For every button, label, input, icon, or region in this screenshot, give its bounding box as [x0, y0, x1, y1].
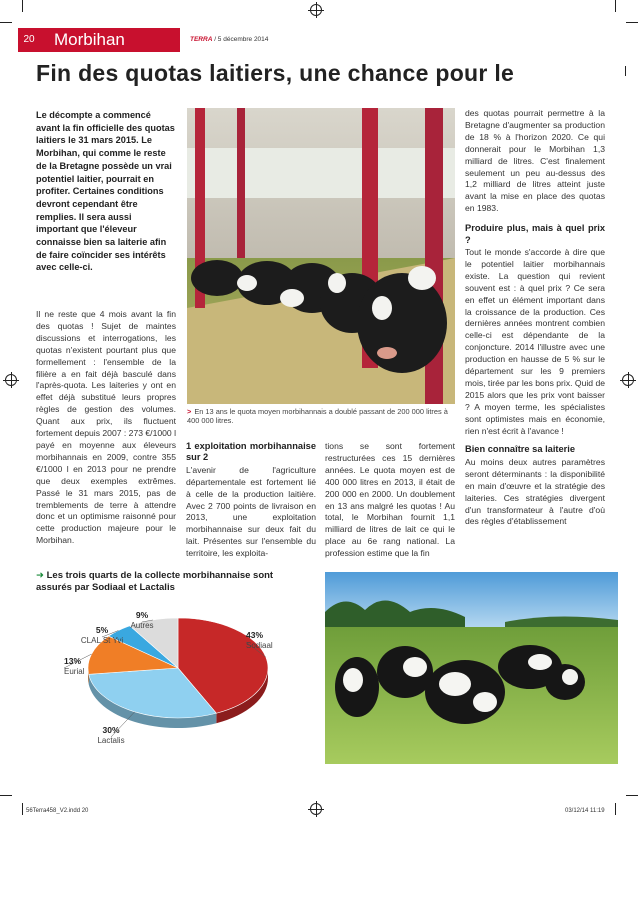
- subheading: 1 exploitation morbihannaise sur 2: [186, 441, 316, 463]
- article-lead: Le décompte a commencé avant la fin officielle des quotas laitiers le 31 mars 2015. Le Morbihan, qui comme le reste de la Bretagne possède un vrai potentiel laitier, pourrait en profiter. Certaines conditions devront cependant être remplies. Il sera aussi important que l'éleveur connaisse bien sa laiterie afin de faire coïncider ses intérêts avec celle-ci.: [36, 110, 175, 273]
- body-column-3: [325, 441, 455, 560]
- crop-mark: [615, 803, 616, 815]
- pie-percent-label: 13%: [64, 656, 82, 666]
- crop-mark: [626, 795, 638, 796]
- caption-text: En 13 ans le quota moyen morbihannais a doublé passant de 200 000 litres à 400 000 litres.: [187, 407, 448, 426]
- pie-category-label: Autres: [130, 621, 154, 630]
- body-text: L'avenir de l'agriculture départementale est fortement lié à celle de la production laitière. Avec 2 700 points de livraison en 2013, une exploitation morbihannaise sur deux fait du lait. Présentes sur l'ensemble du territoire, les exploita-: [186, 464, 316, 559]
- caption-arrow-icon: >: [187, 407, 192, 416]
- arrow-right-icon: ➜: [36, 570, 47, 581]
- section-title: Morbihan: [40, 28, 180, 52]
- photo-barn-illustration: [187, 108, 455, 404]
- crop-mark: [615, 0, 616, 12]
- crop-mark: [0, 795, 12, 796]
- registration-mark-icon: [622, 374, 634, 386]
- pie-chart: [36, 600, 316, 770]
- subheading: Produire plus, mais à quel prix ?: [465, 223, 605, 245]
- body-column-2: [186, 441, 316, 560]
- body-text: des quotas pourrait permettre à la Bretagne d'augmenter sa production de 18 % à l'horizon 2020. Ce qui donnerait pour le Morbihan 1,3 milliard de litres. C'est finalement seulement un peu au-dessus des 1,2 milliard de litres atteint juste avant la mise en place des quotas en 1983.: [465, 108, 605, 214]
- body-text: tions se sont fortement restructurées ces 15 dernières années. Le quota moyen est de 400 000 litres en 2013, il était de 200 000 en 2000. Un doublement en 13 ans malgré les quotas ! Au total, le Morbihan fournit 1,1 milliard de litres de lait ce qui le place au 6e rang national. La profession estime que la fin: [325, 441, 455, 559]
- crop-mark: [625, 66, 626, 76]
- photo-cows-in-barn: [187, 108, 455, 404]
- crop-mark: [626, 22, 638, 23]
- photo-caption: [187, 407, 455, 426]
- body-column-4: [465, 108, 605, 528]
- pie-category-label: Eurial: [64, 667, 85, 676]
- crop-mark: [22, 803, 23, 815]
- registration-mark-icon: [310, 4, 322, 16]
- print-date-info: 03/12/14 11:19: [565, 808, 605, 814]
- photo-cows-in-field: [325, 572, 618, 764]
- masthead-brand: TERRA: [190, 36, 213, 43]
- masthead-date: / 5 décembre 2014: [212, 36, 269, 43]
- body-text: Tout le monde s'accorde à dire que le potentiel laitier morbihannais existe. La question qui revient souvent est : à quel prix ? Ce sera en effet un élément important dans la croissance de la production. Ces dernières années montrent combien celle-ci est dépendante de la conjoncture. 2014 l'illustre avec une production en hausse de 5 % sur le département sur les 9 premiers mois, tirée par les bons prix. Quid de 2015 alors que les prix vont baisser ? A moyen terme, les spécialistes sont optimistes mais en économie, rien n'est écrit à l'avance !: [465, 246, 605, 436]
- subheading: Bien connaître sa laiterie: [465, 444, 576, 455]
- print-file-info: 56Terra458_V2.indd 20: [26, 808, 89, 814]
- body-text: Il ne reste que 4 mois avant la fin des quotas ! Sujet de maintes discussions et interrogations, les quotas n'existent pourtant plus que formellement : l'ensemble de la filière a en fait déjà basculé dans l'après-quota. Les laiteries y ont en effet déjà substitué leurs propres règles de gestion des volumes. Quant aux prix, ils fluctuent fortement depuis 2007 : 273 €/1000 l payé en moyenne aux éleveurs morbihannais en 2009, contre 355 €/1000 l en 2013 pour ne prendre que deux exemples extrêmes. Passé le 31 mars 2015, pas de tremblements de terre à attendre donc et un optimisme raisonné pour cette production majeure pour le Morbihan.: [36, 309, 176, 546]
- chart-title: [36, 570, 306, 593]
- pie-category-label: CLAL St Yvi: [80, 636, 124, 645]
- body-column-1: [36, 309, 176, 547]
- pie-category-label: Sodiaal: [246, 641, 273, 650]
- masthead: [190, 36, 268, 43]
- crop-mark: [22, 0, 23, 12]
- pie-percent-label: 30%: [102, 725, 120, 735]
- crop-mark: [0, 22, 12, 23]
- headline: Fin des quotas laitiers, une chance pour le: [36, 60, 515, 86]
- registration-mark-icon: [5, 374, 17, 386]
- pie-percent-label: 9%: [135, 610, 149, 620]
- body-text: Au moins deux autres paramètres seront déterminants : la disponibilité en main d'œuvre et la stratégie des laiteries. Ces stratégies divergent d'un transformateur à l'autre d'où des règles d'établissement: [465, 456, 605, 527]
- pie-percent-label: 43%: [246, 630, 264, 640]
- registration-mark-icon: [310, 803, 322, 815]
- page-number: 20: [18, 28, 40, 52]
- photo-field-illustration: [325, 572, 618, 764]
- pie-percent-label: 5%: [95, 625, 109, 635]
- chart-title-text: Les trois quarts de la collecte morbihannaise sont assurés par Sodiaal et Lactalis: [36, 570, 274, 593]
- pie-category-label: Lactalis: [97, 736, 125, 745]
